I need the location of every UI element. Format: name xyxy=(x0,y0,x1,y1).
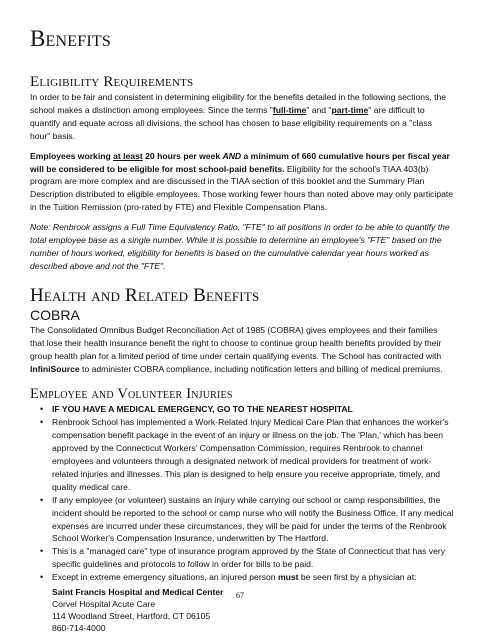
list-item: • Except in extreme emergency situations, an injured person must be seen first by a physician at: xyxy=(52,571,454,584)
list-item: • IF YOU HAVE A MEDICAL EMERGENCY, GO TO THE NEAREST HOSPITAL xyxy=(52,403,454,416)
eligibility-paragraph: In order to be fair and consistent in determining eligibility for the benefits detailed in the following sections, the school makes a distinction among employees. Since the terms "full-time" and "part-time" are difficult to quantify and equate across all divisions, the school has chosen to base eligibility requirements on a "class hour" basis. xyxy=(30,92,447,141)
list-item: • This is a "managed care" type of insurance program approved by the State of Connecticut that has very specific guidelines and protocols to follow in order for bills to be paid. xyxy=(52,545,454,571)
cobra-heading: COBRA xyxy=(30,306,80,323)
list-item: • Renbrook School has implemented a Work-Related Injury Medical Care Plan that enhances the worker's compensation benefit package in the event of an injury or illness on the job. The 'Plan,' which has been approved by the Connecticut Workers' Compensation Commission, requires Renbrook to channel employees and volunteers through a designated network of medical providers for treatment of work-related injuries and illnesses. This plan is designed to help ensure you receive appropriate, timely, and quality medical care. xyxy=(52,416,454,493)
address-line: 114 Woodland Street, Hartford, CT 06105 xyxy=(52,611,211,622)
address-line: Corvel Hospital Acute Care xyxy=(52,599,156,610)
page-number: 67 xyxy=(236,591,244,600)
health-heading: Health and Related Benefits xyxy=(30,284,260,306)
injuries-list xyxy=(30,403,454,584)
list-item: • If any employee (or volunteer) sustains an injury while carrying out school or camp responsibilities, the incident should be reported to the school or camp nurse who will notify the Business Office. If any medical expenses are incurred under these circumstances, they will be paid for under the terms of the Renbrook School Worker's Compensation Insurance, underwritten by The Hartford. xyxy=(52,494,454,546)
injuries-heading: Employee and Volunteer Injuries xyxy=(30,386,233,403)
eligibility-rule-paragraph: Employees working at least 20 hours per week AND a minimum of 660 cumulative hours per fiscal year will be considered to be eligible for most school-paid benefits. Eligibility for the school's TIAA 403(b) program are more complex and are discussed in the TIAA section of this booklet and the Summary Plan Description distributed to eligible employees. Those working fewer hours than noted above may only participate in the Tuition Remission (pro-rated by FTE) and Flexible Compensation Plans. xyxy=(30,150,454,213)
page-title: Benefits xyxy=(30,26,111,51)
cobra-paragraph: The Consolidated Omnibus Budget Reconciliation Act of 1985 (COBRA) gives employees and their families that lose their health insurance benefit the right to choose to continue group health benefits provided by their group health plan for a limited period of time under certain qualifying events. The School has contracted with InfiniSource to administer COBRA compliance, including notification letters and billing of medical premiums. xyxy=(30,324,443,374)
phone-number: 860-714-4000 xyxy=(52,623,106,634)
eligibility-heading: Eligibility Requirements xyxy=(30,74,194,90)
document-page xyxy=(30,26,454,634)
full-time-term: full-time xyxy=(272,104,307,115)
hospital-name: Saint Francis Hospital and Medical Center xyxy=(52,587,224,598)
part-time-term: part-time xyxy=(331,104,369,115)
fte-note: Note: Renbrook assigns a Full Time Equivalency Ratio, "FTE" to all positions in order to be able to quantify the total employee base as a single number. While it is possible to determine an employee's "FTE" based on the number of hours worked, eligibility for benefits is based on the cumulative calendar year hours worked as described above and not the "FTE". xyxy=(30,222,450,271)
